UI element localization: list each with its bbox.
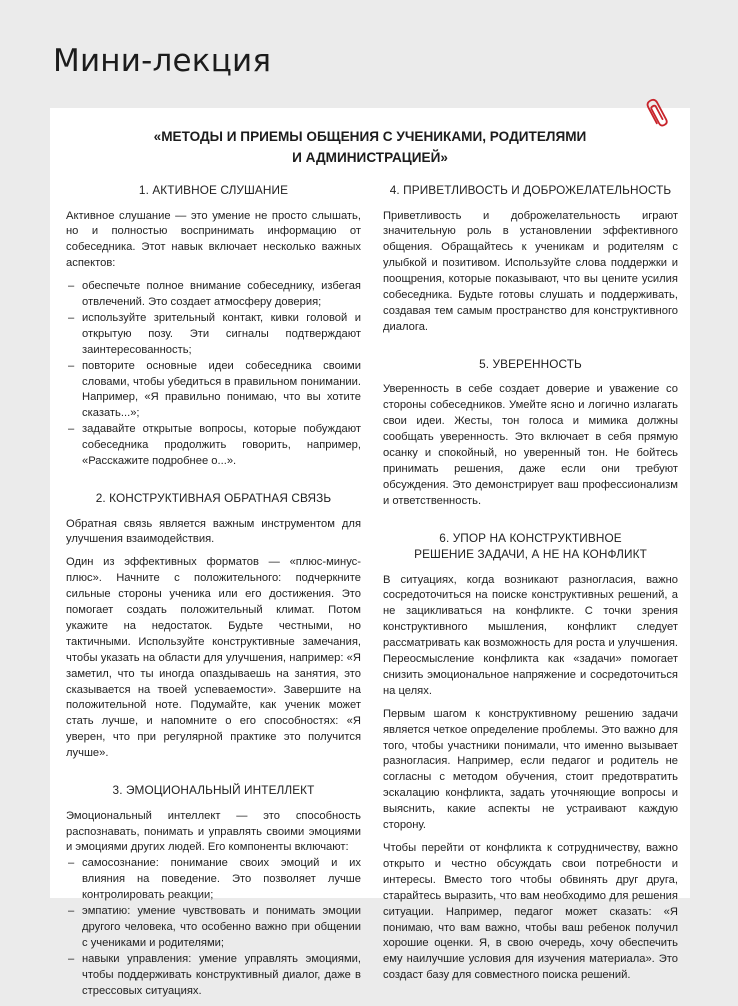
section-heading-emotional-intelligence: 3. ЭМОЦИОНАЛЬНЫЙ ИНТЕЛЛЕКТ [112,783,315,798]
paragraph: Обратная связь является важным инструментом для улучшения взаимодействия. [66,517,361,546]
list-item: – самосознание: понимание своих эмоций и их влияния на поведение. Это позволяет лучше контролировать реакции; [66,856,361,904]
right-column [383,182,678,991]
section-heading-friendliness: 4. ПРИВЕТЛИВОСТЬ И ДОБРОЖЕЛАТЕЛЬНОСТЬ [389,183,672,197]
section-heading-active-listening: 1. АКТИВНОЕ СЛУШАНИЕ [138,183,289,197]
list-item: – задавайте открытые вопросы, которые побуждают собеседника продолжить говорить, например, «Расскажите подробнее о...». [66,422,361,470]
lecture-title [50,126,690,168]
paperclip-icon [646,96,668,130]
paragraph: Эмоциональный интеллект — это способность распознавать, понимать и управлять своими эмоциями и эмоциями других людей. Его компоненты включают: [66,809,361,854]
heading-line-1: 6. УПОР НА КОНСТРУКТИВНОЕ [439,530,622,545]
paragraph: Активное слушание — это умение не просто слышать, но и полностью воспринимать информацию от собеседника. Этот навык включает несколько важных аспектов: [66,209,361,270]
paragraph: Приветливость и доброжелательность играют значительную роль в установлении эффективного общения. Обращайтесь к ученикам и родителям с улыбкой и позитивом. Используйте слова поддержки и поощрения, которые показывают, что вы цените усилия собеседника. Будьте готовы слушать и поддерживать, создавая тем самым пространство для конструктивного диалога. [383,209,678,333]
list-item: – эмпатию: умение чувствовать и понимать эмоции другого человека, что особенно важно при общении с учениками и родителями; [66,904,361,952]
lecture-title-line-1: «МЕТОДЫ И ПРИЕМЫ ОБЩЕНИЯ С УЧЕНИКАМИ, РОДИТЕЛЯМИ [153,129,587,144]
list-item: – навыки управления: умение управлять эмоциями, чтобы поддерживать конструктивный диалог, даже в стрессовых ситуациях. [66,952,361,1000]
bullet-list [66,279,361,470]
section-heading-confidence: 5. УВЕРЕННОСТЬ [479,356,582,371]
list-item: – повторите основные идеи собеседника своими словами, чтобы убедиться в правильном понимании. Например, «Я правильно понимаю, что вы хотите сказать...»; [66,359,361,423]
lecture-title-line-2: И АДМИНИСТРАЦИЕЙ» [292,150,448,165]
left-column [66,182,361,1006]
bullet-list [66,856,361,999]
paragraph: В ситуациях, когда возникают разногласия, важно сосредоточиться на поиске конструктивных решений, а не зацикливаться на конфликте. С точки зрения конструктивного мышления, конфликт следует рассматривать как возможность для роста и улучшения. Переосмысление конфликта как «задачи» помогает снизить эмоциональное напряжение и сосредоточиться на целях. [383,573,678,697]
paragraph: Уверенность в себе создает доверие и уважение со стороны собеседников. Умейте ясно и логично излагать свои идеи. Жесты, тон голоса и мимика должны сообщать уверенность. Это включает в себя прямую осанку и спокойный, но уверенный тон. Не бойтесь принимать решения, даже если они требуют обсуждения. Это демонстрирует ваш профессионализм и ответственность. [383,383,678,507]
section-heading-constructive-solution [383,530,678,563]
lecture-card [50,108,690,997]
list-item: – обеспечьте полное внимание собеседнику, избегая отвлечений. Это создает атмосферу доверия; [66,279,361,311]
paragraph: Чтобы перейти от конфликта к сотрудничеству, важно открыто и честно обсуждать свои потребности и интересы. Вместо того чтобы обвинять друг друга, старайтесь выразить, что вам необходимо для решения ситуации. Например, педагог может сказать: «Я понимаю, что вам важно, чтобы ваш ребенок получил хорошие оценки. Я, в свою очередь, хочу обеспечить ему наилучшие условия для изучения материала». Это создаст базу для совместного поиска решений. [383,842,678,982]
heading-line-2: РЕШЕНИЕ ЗАДАЧИ, А НЕ НА КОНФЛИКТ [414,547,647,561]
paragraph: Один из эффективных форматов — «плюс-минус-плюс». Начните с положительного: подчеркните сильные стороны ученика или его достижения. Это помогает создать положительный климат. Потом укажите на недостаток. Будьте честными, но тактичными. Используйте конструктивные замечания, чтобы указать на области для улучшения, например: «Я заметил, что ты иногда опаздываешь на занятия, это сказывается на твоей успеваемости». Завершите на положительной ноте. Подумайте, как ученик может стать лучше, и напомните о его способностях: «Я уверен, что при регулярной практике это получится лучше». [66,556,361,760]
section-heading-feedback: 2. КОНСТРУКТИВНАЯ ОБРАТНАЯ СВЯЗЬ [95,491,332,505]
paragraph: Первым шагом к конструктивному решению задачи является четкое определение проблемы. Это важно для того, чтобы участники понимали, что именно вызывает разногласия. Например, если педагог и родитель не согласны с методом обучения, стоит предотвратить эскалацию конфликта, задать уточняющие вопросы и выяснить, какие аспекты не устраивают каждую сторону. [383,707,678,832]
list-item: – используйте зрительный контакт, кивки головой и открытую позу. Эти сигналы подтверждают заинтересованность; [66,311,361,359]
page-title: Мини-лекция [53,43,272,79]
